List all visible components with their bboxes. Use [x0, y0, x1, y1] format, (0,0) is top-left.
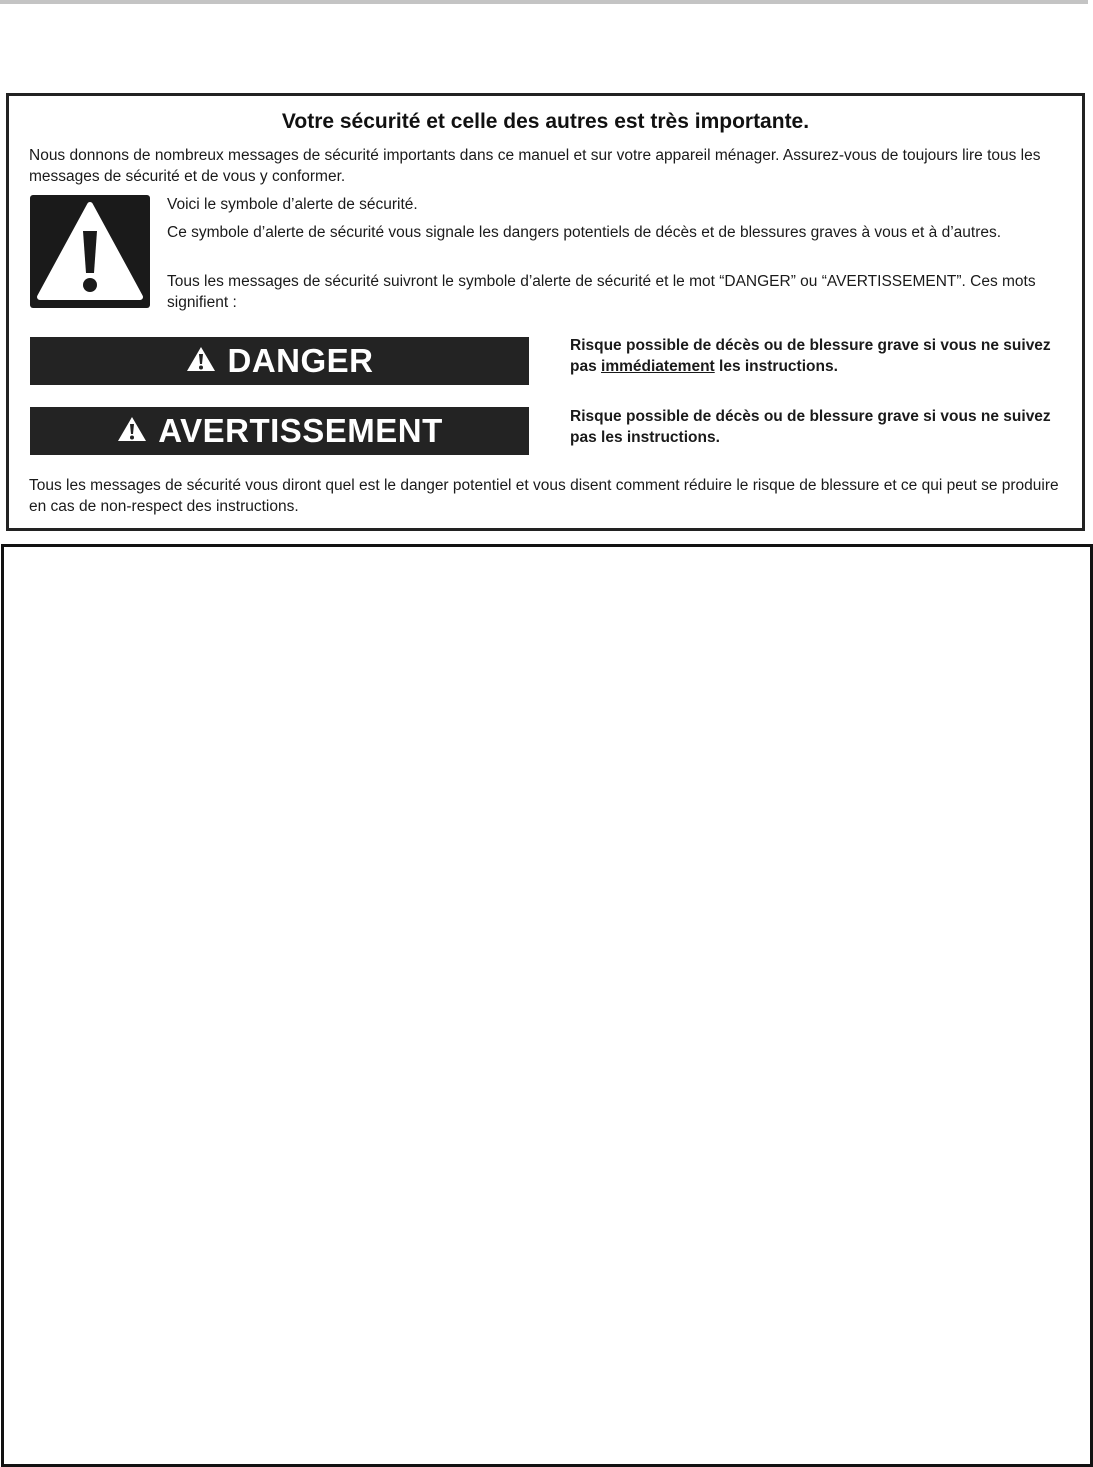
warning-banner	[30, 407, 529, 455]
warning-label: AVERTISSEMENT	[158, 412, 443, 449]
warning-definition: Risque possible de décès ou de blessure grave si vous ne suivez pas les instructions.	[570, 408, 1051, 446]
symbol-line-3: Tous les messages de sécurité suivront le symbole d’alerte de sécurité et le mot “DANGER” ou “AVERTISSEMENT”. Ces mots signifient :	[167, 273, 1036, 311]
danger-banner	[30, 337, 529, 385]
safety-info-box	[6, 93, 1085, 531]
section-heading: Votre sécurité et celle des autres est très importante.	[281, 110, 810, 133]
symbol-line-2: Ce symbole d’alerte de sécurité vous signale les dangers potentiels de décès et de blessures graves à vous et à d’autres.	[167, 224, 1002, 241]
closing-text: Tous les messages de sécurité vous diront quel est le danger potentiel et vous disent comment réduire le risque de blessure et ce qui peut se produire en cas de non-respect des instructions.	[29, 477, 1059, 515]
safety-alert-icon	[30, 195, 150, 308]
warning-triangle-icon	[116, 415, 148, 448]
danger-desc-before: Risque possible de décès ou de blessure grave si vous ne suivez pas	[570, 337, 1051, 375]
danger-label: DANGER	[227, 342, 374, 379]
warning-triangle-icon	[185, 345, 217, 378]
danger-definition	[570, 335, 1080, 377]
empty-content-box	[1, 544, 1093, 1467]
symbol-line-1: Voici le symbole d’alerte de sécurité.	[167, 196, 418, 213]
danger-desc-after: les instructions.	[714, 358, 838, 375]
danger-desc-emphasis: immédiatement	[601, 358, 715, 375]
top-rule	[0, 0, 1088, 4]
intro-text: Nous donnons de nombreux messages de sécurité importants dans ce manuel et sur votre appareil ménager. Assurez-vous de toujours lire tous les messages de sécurité et de vous y conformer.	[29, 147, 1041, 185]
